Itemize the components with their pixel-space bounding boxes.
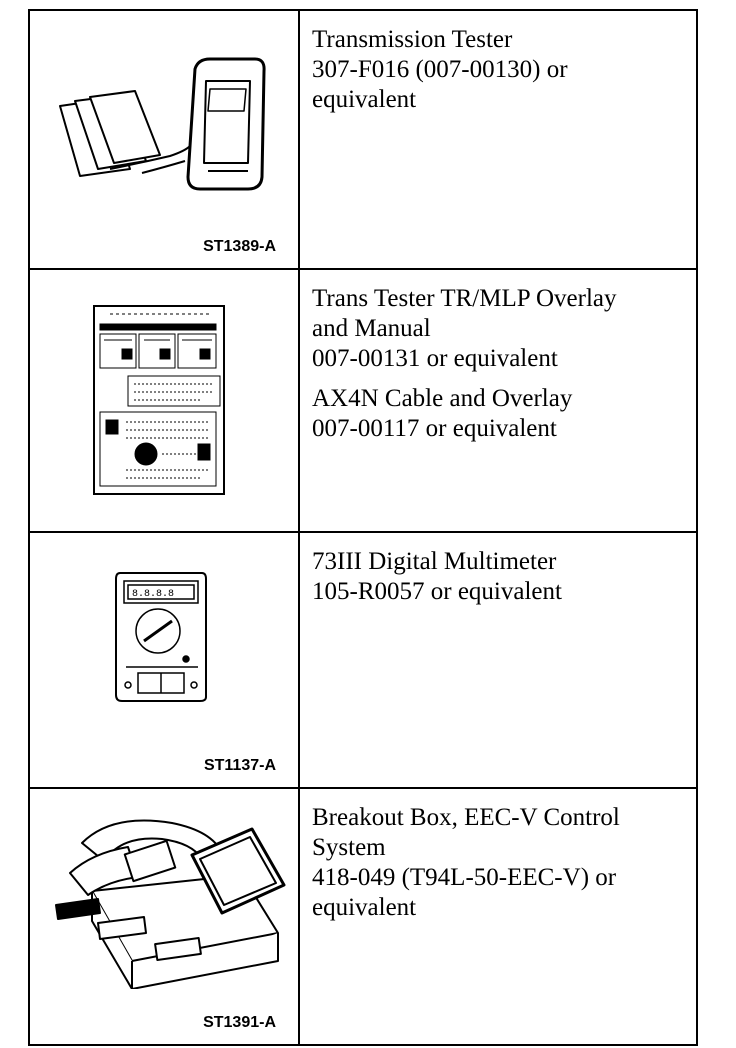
description-cell [299, 788, 697, 1045]
digital-multimeter-illustration [114, 569, 208, 705]
tool-equivalent: equivalent [312, 894, 417, 921]
figure-cell [29, 788, 299, 1045]
tool-name: Breakout Box, EEC-V Control [312, 804, 620, 831]
description-cell [299, 532, 697, 788]
tool-name-cont: System [312, 834, 386, 861]
svg-text:8.8.8.8: 8.8.8.8 [132, 589, 175, 600]
table-row-breakout-box [29, 788, 697, 1045]
figure-code: ST1137-A [203, 757, 276, 774]
tool-number: 307-F016 (007-00130) or [312, 56, 568, 83]
tool-number: 007-00131 or equivalent [312, 345, 558, 372]
tool-number-2: 007-00117 or equivalent [312, 415, 557, 442]
tool-number: 418-049 (T94L-50-EEC-V) or [312, 864, 617, 891]
description-cell [299, 10, 697, 269]
table-row-transmission-tester [29, 10, 697, 269]
figure-code: ST1391-A [203, 1014, 276, 1031]
transmission-tester-illustration [50, 51, 280, 201]
tr-mlp-overlay-card-illustration [92, 304, 228, 500]
figure-cell [29, 10, 299, 269]
table-row-overlay [29, 269, 697, 532]
table-row-multimeter [29, 532, 697, 788]
tool-name: Transmission Tester [312, 26, 513, 53]
tool-name: 73III Digital Multimeter [312, 548, 557, 575]
figure-cell [29, 269, 299, 532]
tool-name-2: AX4N Cable and Overlay [312, 385, 573, 412]
description-cell [299, 269, 697, 532]
tool-name-cont: and Manual [312, 315, 431, 342]
figure-cell [29, 532, 299, 788]
breakout-box-illustration [52, 813, 288, 989]
special-tools-table [28, 9, 698, 1046]
figure-code: ST1389-A [203, 238, 276, 255]
tool-number: 105-R0057 or equivalent [312, 578, 562, 605]
tool-name: Trans Tester TR/MLP Overlay [312, 285, 617, 312]
tool-equivalent: equivalent [312, 86, 417, 113]
